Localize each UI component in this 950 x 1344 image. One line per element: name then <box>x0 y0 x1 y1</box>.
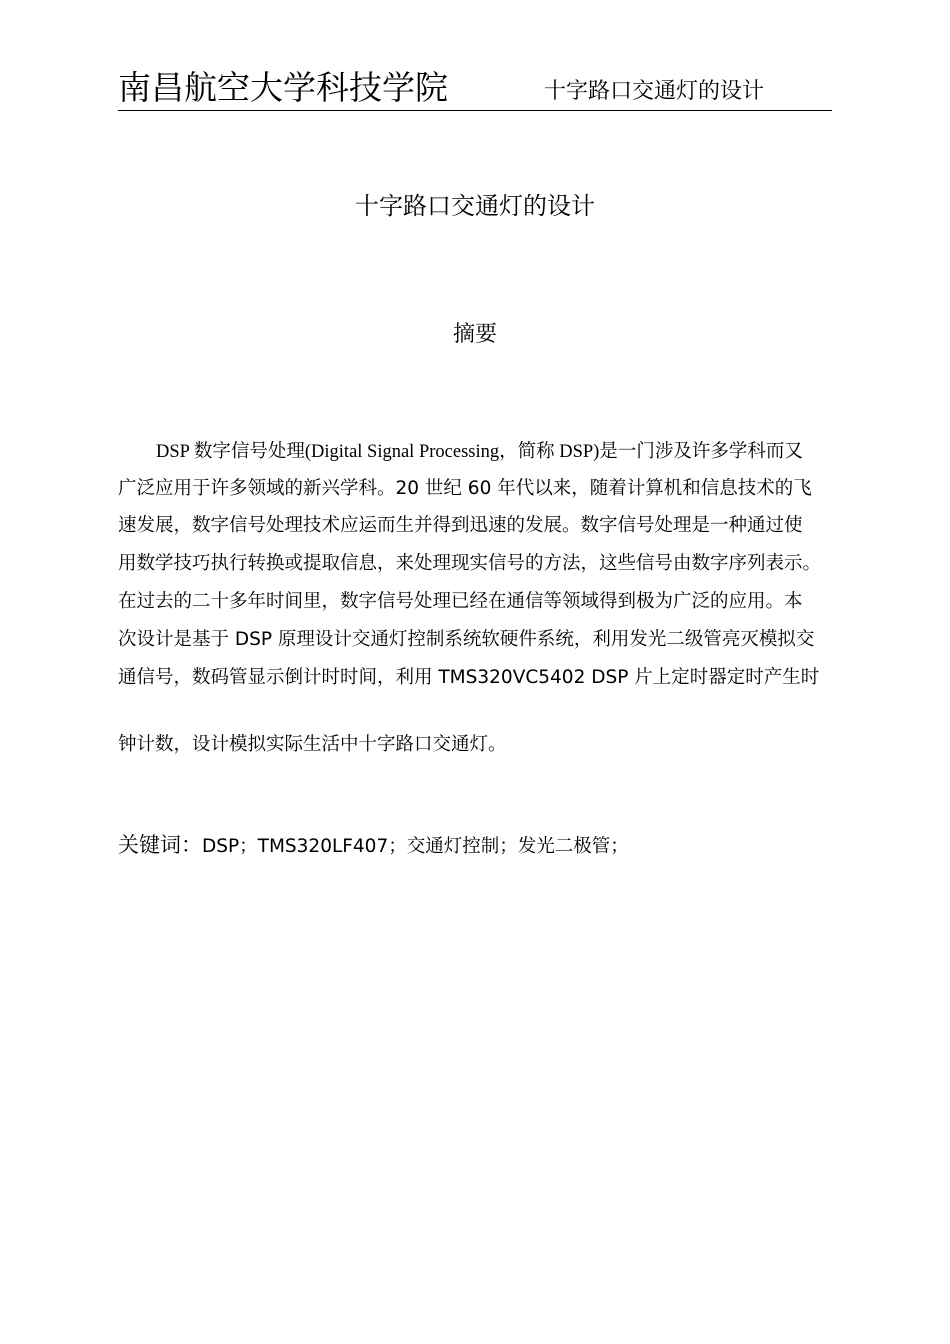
abstract-heading: 摘要 <box>452 322 497 347</box>
abstract-line-text: 在过去的二十多年时间里，数字信号处理已经在通信等领域得到极为广泛的应用。本 <box>118 591 803 612</box>
abstract-line <box>118 662 819 694</box>
abstract-line-text: 次设计是基于 DSP 原理设计交通灯控制系统软硬件系统，利用发光二级管亮灭模拟交 <box>118 629 815 650</box>
abstract-line <box>118 473 812 505</box>
abstract-line-text: 速发展，数字信号处理技术应运而生并得到迅速的发展。数字信号处理是一种通过使 <box>118 515 803 536</box>
header-school-name: 南昌航空大学科技学院 <box>118 68 448 107</box>
keywords-label: 关键词： <box>118 833 202 857</box>
abstract-line-text: 钟计数，设计模拟实际生活中十字路口交通灯。 <box>118 734 507 755</box>
abstract-line <box>118 510 803 542</box>
abstract-line <box>118 624 814 656</box>
abstract-line <box>118 729 507 761</box>
document-title: 十字路口交通灯的设计 <box>355 192 595 220</box>
abstract-line <box>118 548 821 580</box>
abstract-line-text: 通信号，数码管显示倒计时时间，利用 TMS320VC5402 DSP 片上定时器定时产生时 <box>118 667 820 688</box>
keywords <box>118 828 629 862</box>
abstract-line <box>156 436 803 468</box>
page-header <box>118 66 832 111</box>
keywords-text: DSP；TMS320LF407；交通灯控制；发光二极管； <box>202 836 629 857</box>
header-document-title: 十字路口交通灯的设计 <box>544 79 765 104</box>
abstract-line <box>118 586 803 618</box>
abstract-line-text: 用数学技巧执行转换或提取信息，来处理现实信号的方法，这些信号由数字序列表示。 <box>118 553 822 574</box>
abstract-line-text: 广泛应用于许多领域的新兴学科。20 世纪 60 年代以来，随着计算机和信息技术的飞 <box>118 478 812 499</box>
abstract-line-text: DSP 数字信号处理(Digital Signal Processing，简称 DSP)是一门涉及许多学科而又 <box>156 442 803 462</box>
